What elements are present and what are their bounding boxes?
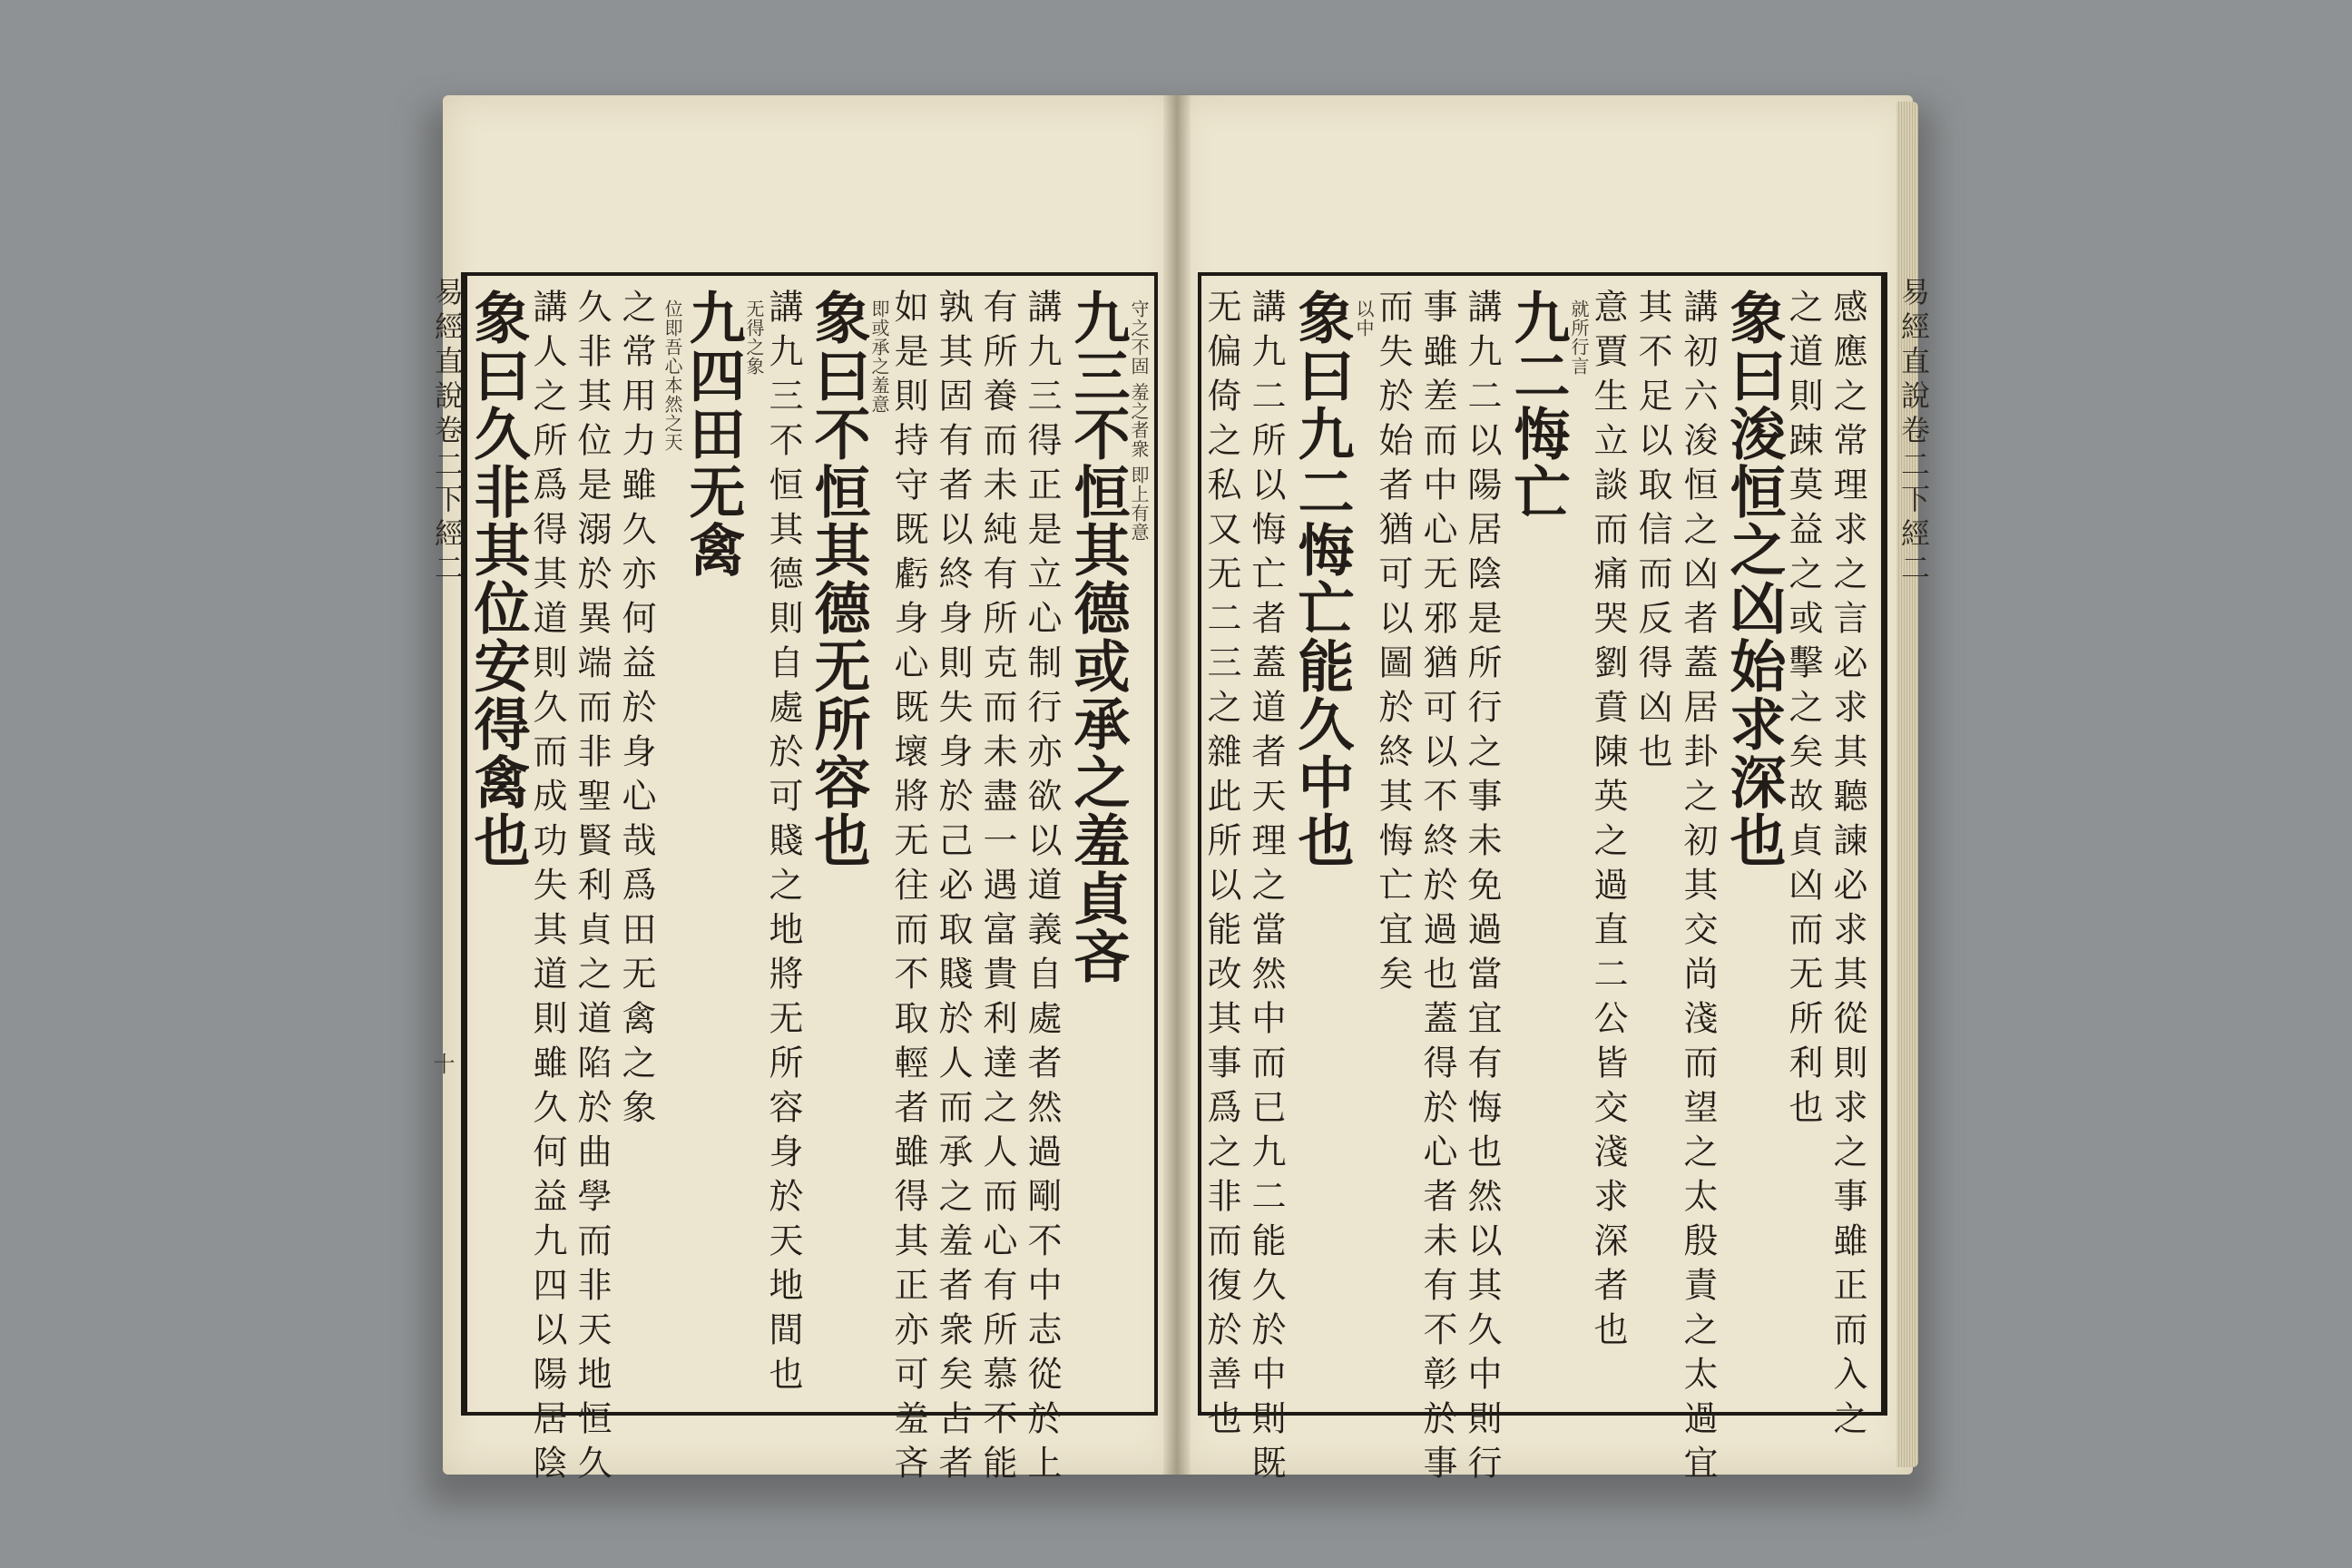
text-column: 講九三得正是立心制行亦欲以道義自處者然過剛不中志從於上 bbox=[1022, 289, 1062, 1489]
annotation-column: 守之不固 羞之者衆 即上有意 bbox=[1128, 299, 1150, 542]
text-column: 事雖差而中心无邪猶可以不終於過也蓋得於心者未有不彰於事 bbox=[1417, 289, 1457, 1489]
heading-column: 九三不恒其德或承之羞貞吝 bbox=[1064, 289, 1131, 985]
text-column: 講九二以陽居陰是所行之事未免過當宜有悔也然以其久中則行 bbox=[1462, 289, 1502, 1489]
text-column: 如是則持守既虧身心既壞將无往而不取輕者雖得其正亦可羞吝 bbox=[888, 289, 928, 1489]
text-column: 孰其固有者以終身則失身於己必取賤於人而承之羞者衆矣占者 bbox=[933, 289, 973, 1489]
text-column: 講初六浚恒之凶者蓋居卦之初其交尚淺而望之太殷責之太過宜 bbox=[1678, 289, 1718, 1489]
heading-column: 象曰不恒其德无所容也 bbox=[805, 289, 871, 869]
heading-column: 九四田无禽 bbox=[680, 289, 746, 579]
heading-column: 象曰浚恒之凶始求深也 bbox=[1720, 289, 1787, 869]
text-column: 感應之常理求之言必求其聽諫必求其從則求之事雖正而入之 bbox=[1828, 289, 1867, 1445]
annotation-column: 以中 bbox=[1353, 299, 1375, 338]
annotation-column: 就所行言 bbox=[1568, 299, 1590, 376]
text-column: 講九二所以悔亡者蓋道者天理之當然中而已九二能久於中則既 bbox=[1246, 289, 1286, 1489]
text-column: 之道則踈莫益之或擊之矣故貞凶而无所利也 bbox=[1783, 289, 1823, 1133]
heading-column: 九二悔亡 bbox=[1504, 289, 1571, 521]
book-gutter bbox=[1163, 95, 1191, 1475]
left-margin-title: 易經直說卷二下經二 bbox=[430, 277, 465, 587]
text-column: 之常用力雖久亦何益於身心哉爲田无禽之象 bbox=[616, 289, 656, 1133]
heading-column: 象曰久非其位安得禽也 bbox=[465, 289, 531, 869]
text-column: 有所養而未純有所克而未盡一遇富貴利達之人而心有所慕不能 bbox=[977, 289, 1017, 1489]
annotation-column: 无得之象 bbox=[743, 299, 765, 376]
annotation-column: 位即吾心本然之天 bbox=[662, 299, 683, 452]
text-column: 久非其位是溺於異端而非聖賢利貞之道陷於曲學而非天地恒久 bbox=[572, 289, 612, 1489]
text-column: 无偏倚之私又无二三之雜此所以能改其事爲之非而復於善也 bbox=[1201, 289, 1241, 1445]
left-page-number: 十 bbox=[429, 1053, 455, 1074]
text-column: 意賈生立談而痛哭劉賁陳英之過直二公皆交淺求深者也 bbox=[1588, 289, 1628, 1356]
text-column: 講人之所爲得其道則久而成功失其道則雖久何益九四以陽居陰 bbox=[527, 289, 567, 1489]
annotation-column: 即或承之羞意 bbox=[868, 299, 890, 414]
text-column: 其不足以取信而反得凶也 bbox=[1632, 289, 1672, 778]
heading-column: 象曰九二悔亡能久中也 bbox=[1289, 289, 1355, 869]
right-margin-title: 易經直說卷二下經二 bbox=[1896, 277, 1931, 587]
text-column: 講九三不恒其德則自處於可賤之地將无所容身於天地間也 bbox=[763, 289, 803, 1400]
text-column: 而失於始者猶可以圖於終其悔亡宜矣 bbox=[1373, 289, 1413, 1000]
